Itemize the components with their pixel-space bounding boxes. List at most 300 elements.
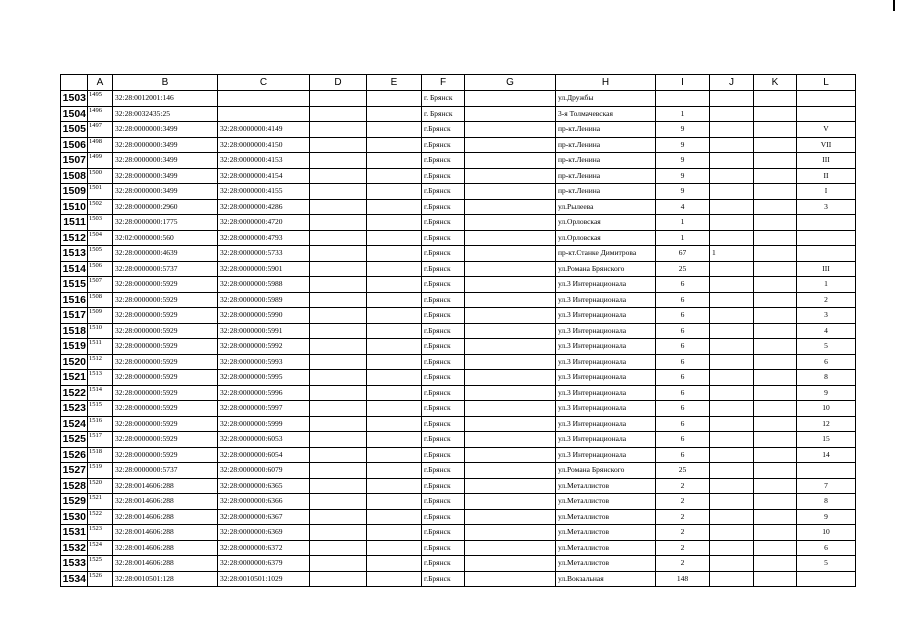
cell-b[interactable]: 32:28:0014606:288	[113, 556, 218, 572]
cell-d[interactable]	[310, 199, 367, 215]
cell-h[interactable]: ул.3 Интернационала	[556, 385, 656, 401]
cell-c[interactable]: 32:28:0000000:5990	[218, 308, 310, 324]
column-header-j[interactable]: J	[710, 75, 754, 91]
cell-h[interactable]: пр-кт.Ленина	[556, 137, 656, 153]
cell-c[interactable]: 32:28:0000000:6365	[218, 478, 310, 494]
cell-d[interactable]	[310, 494, 367, 510]
cell-g[interactable]	[465, 416, 556, 432]
cell-h[interactable]: ул.Металлистов	[556, 525, 656, 541]
cell-h[interactable]: ул.Металлистов	[556, 509, 656, 525]
cell-f[interactable]: г.Брянск	[422, 308, 465, 324]
cell-j[interactable]	[710, 447, 754, 463]
cell-c[interactable]: 32:28:0000000:6079	[218, 463, 310, 479]
cell-e[interactable]	[367, 277, 422, 293]
cell-a[interactable]: 1510	[88, 323, 113, 339]
cell-e[interactable]	[367, 246, 422, 262]
cell-d[interactable]	[310, 168, 367, 184]
cell-b[interactable]: 32:02:0000000:560	[113, 230, 218, 246]
cell-l[interactable]: 8	[797, 370, 856, 386]
cell-a[interactable]: 1517	[88, 432, 113, 448]
cell-a[interactable]: 1502	[88, 199, 113, 215]
cell-j[interactable]	[710, 308, 754, 324]
cell-c[interactable]: 32:28:0000000:4150	[218, 137, 310, 153]
cell-h[interactable]: ул.3 Интернационала	[556, 354, 656, 370]
cell-a[interactable]: 1496	[88, 106, 113, 122]
cell-l[interactable]	[797, 463, 856, 479]
cell-l[interactable]: 8	[797, 494, 856, 510]
cell-g[interactable]	[465, 184, 556, 200]
column-header-l[interactable]: L	[797, 75, 856, 91]
cell-b[interactable]: 32:28:0000000:5929	[113, 385, 218, 401]
cell-e[interactable]	[367, 106, 422, 122]
cell-b[interactable]: 32:28:0000000:3499	[113, 122, 218, 138]
cell-k[interactable]	[754, 230, 797, 246]
cell-i[interactable]: 1	[656, 215, 710, 231]
cell-e[interactable]	[367, 292, 422, 308]
cell-a[interactable]: 1500	[88, 168, 113, 184]
cell-i[interactable]: 6	[656, 323, 710, 339]
cell-g[interactable]	[465, 153, 556, 169]
cell-b[interactable]: 32:28:0000000:5929	[113, 432, 218, 448]
cell-a[interactable]: 1512	[88, 354, 113, 370]
cell-k[interactable]	[754, 401, 797, 417]
cell-i[interactable]: 9	[656, 137, 710, 153]
cell-f[interactable]: г.Брянск	[422, 261, 465, 277]
cell-j[interactable]	[710, 494, 754, 510]
cell-e[interactable]	[367, 494, 422, 510]
cell-j[interactable]	[710, 556, 754, 572]
cell-j[interactable]	[710, 168, 754, 184]
column-header-f[interactable]: F	[422, 75, 465, 91]
cell-b[interactable]: 32:28:0014606:288	[113, 509, 218, 525]
cell-b[interactable]: 32:28:0014606:288	[113, 494, 218, 510]
cell-g[interactable]	[465, 370, 556, 386]
cell-k[interactable]	[754, 261, 797, 277]
cell-k[interactable]	[754, 525, 797, 541]
cell-j[interactable]	[710, 416, 754, 432]
cell-k[interactable]	[754, 184, 797, 200]
cell-b[interactable]: 32:28:0014606:288	[113, 525, 218, 541]
cell-d[interactable]	[310, 137, 367, 153]
cell-d[interactable]	[310, 478, 367, 494]
cell-h[interactable]: ул.Металлистов	[556, 556, 656, 572]
cell-f[interactable]: г.Брянск	[422, 571, 465, 587]
cell-g[interactable]	[465, 556, 556, 572]
cell-j[interactable]	[710, 509, 754, 525]
cell-g[interactable]	[465, 292, 556, 308]
cell-e[interactable]	[367, 354, 422, 370]
cell-a[interactable]: 1514	[88, 385, 113, 401]
cell-d[interactable]	[310, 571, 367, 587]
cell-a[interactable]: 1521	[88, 494, 113, 510]
cell-g[interactable]	[465, 509, 556, 525]
cell-g[interactable]	[465, 339, 556, 355]
cell-b[interactable]: 32:28:0000000:5929	[113, 370, 218, 386]
cell-j[interactable]	[710, 432, 754, 448]
cell-c[interactable]: 32:28:0000000:4155	[218, 184, 310, 200]
cell-a[interactable]: 1515	[88, 401, 113, 417]
cell-k[interactable]	[754, 370, 797, 386]
cell-l[interactable]: 6	[797, 540, 856, 556]
cell-d[interactable]	[310, 91, 367, 107]
column-header-a[interactable]: A	[88, 75, 113, 91]
cell-e[interactable]	[367, 509, 422, 525]
cell-i[interactable]: 1	[656, 230, 710, 246]
cell-d[interactable]	[310, 540, 367, 556]
cell-a[interactable]: 1498	[88, 137, 113, 153]
cell-b[interactable]: 32:28:0000000:5929	[113, 416, 218, 432]
cell-d[interactable]	[310, 416, 367, 432]
cell-a[interactable]: 1513	[88, 370, 113, 386]
cell-g[interactable]	[465, 432, 556, 448]
cell-c[interactable]: 32:28:0000000:5991	[218, 323, 310, 339]
column-header-b[interactable]: B	[113, 75, 218, 91]
cell-k[interactable]	[754, 354, 797, 370]
cell-h[interactable]: ул.3 Интернационала	[556, 323, 656, 339]
cell-c[interactable]: 32:28:0000000:5988	[218, 277, 310, 293]
cell-b[interactable]: 32:28:0000000:3499	[113, 168, 218, 184]
cell-j[interactable]	[710, 91, 754, 107]
cell-j[interactable]	[710, 571, 754, 587]
cell-j[interactable]	[710, 540, 754, 556]
cell-l[interactable]: V	[797, 122, 856, 138]
cell-a[interactable]: 1516	[88, 416, 113, 432]
cell-c[interactable]: 32:28:0000000:4286	[218, 199, 310, 215]
cell-d[interactable]	[310, 385, 367, 401]
cell-j[interactable]	[710, 339, 754, 355]
cell-f[interactable]: г.Брянск	[422, 354, 465, 370]
cell-k[interactable]	[754, 509, 797, 525]
cell-b[interactable]: 32:28:0000000:5929	[113, 447, 218, 463]
cell-e[interactable]	[367, 215, 422, 231]
cell-e[interactable]	[367, 478, 422, 494]
cell-f[interactable]: г.Брянск	[422, 184, 465, 200]
cell-d[interactable]	[310, 401, 367, 417]
cell-d[interactable]	[310, 339, 367, 355]
cell-f[interactable]: г.Брянск	[422, 540, 465, 556]
cell-a[interactable]: 1504	[88, 230, 113, 246]
cell-k[interactable]	[754, 215, 797, 231]
cell-a[interactable]: 1501	[88, 184, 113, 200]
cell-c[interactable]	[218, 106, 310, 122]
cell-g[interactable]	[465, 246, 556, 262]
cell-h[interactable]: ул.Романа Брянского	[556, 261, 656, 277]
cell-e[interactable]	[367, 571, 422, 587]
cell-d[interactable]	[310, 122, 367, 138]
cell-f[interactable]: г.Брянск	[422, 122, 465, 138]
cell-d[interactable]	[310, 556, 367, 572]
cell-l[interactable]: 15	[797, 432, 856, 448]
cell-h[interactable]: 3-я Толмачевская	[556, 106, 656, 122]
cell-e[interactable]	[367, 230, 422, 246]
cell-h[interactable]: пр-кт.Ленина	[556, 153, 656, 169]
cell-f[interactable]: г.Брянск	[422, 199, 465, 215]
cell-c[interactable]: 32:28:0000000:4153	[218, 153, 310, 169]
cell-a[interactable]: 1522	[88, 509, 113, 525]
cell-l[interactable]: I	[797, 184, 856, 200]
cell-k[interactable]	[754, 153, 797, 169]
cell-g[interactable]	[465, 385, 556, 401]
cell-l[interactable]	[797, 215, 856, 231]
cell-i[interactable]: 6	[656, 354, 710, 370]
cell-a[interactable]: 1524	[88, 540, 113, 556]
cell-b[interactable]: 32:28:0000000:5929	[113, 339, 218, 355]
cell-e[interactable]	[367, 463, 422, 479]
cell-i[interactable]: 148	[656, 571, 710, 587]
cell-e[interactable]	[367, 122, 422, 138]
column-header-k[interactable]: K	[754, 75, 797, 91]
cell-a[interactable]: 1520	[88, 478, 113, 494]
cell-b[interactable]: 32:28:0032435:25	[113, 106, 218, 122]
cell-a[interactable]: 1495	[88, 91, 113, 107]
cell-l[interactable]: II	[797, 168, 856, 184]
cell-a[interactable]: 1499	[88, 153, 113, 169]
cell-f[interactable]: г. Брянск	[422, 91, 465, 107]
cell-e[interactable]	[367, 91, 422, 107]
cell-c[interactable]: 32:28:0000000:5999	[218, 416, 310, 432]
cell-i[interactable]: 2	[656, 525, 710, 541]
cell-h[interactable]: ул.Металлистов	[556, 478, 656, 494]
cell-j[interactable]	[710, 199, 754, 215]
cell-l[interactable]	[797, 246, 856, 262]
cell-e[interactable]	[367, 385, 422, 401]
cell-d[interactable]	[310, 153, 367, 169]
cell-k[interactable]	[754, 385, 797, 401]
cell-f[interactable]: г.Брянск	[422, 370, 465, 386]
cell-k[interactable]	[754, 137, 797, 153]
cell-l[interactable]: 3	[797, 308, 856, 324]
cell-c[interactable]: 32:28:0000000:5989	[218, 292, 310, 308]
cell-h[interactable]: ул.3 Интернационала	[556, 292, 656, 308]
cell-d[interactable]	[310, 354, 367, 370]
cell-j[interactable]	[710, 184, 754, 200]
cell-d[interactable]	[310, 292, 367, 308]
cell-l[interactable]: 14	[797, 447, 856, 463]
cell-b[interactable]: 32:28:0000000:5929	[113, 354, 218, 370]
cell-e[interactable]	[367, 432, 422, 448]
cell-i[interactable]: 2	[656, 478, 710, 494]
cell-f[interactable]: г.Брянск	[422, 525, 465, 541]
cell-j[interactable]	[710, 385, 754, 401]
cell-c[interactable]: 32:28:0000000:6053	[218, 432, 310, 448]
cell-g[interactable]	[465, 525, 556, 541]
cell-e[interactable]	[367, 525, 422, 541]
cell-k[interactable]	[754, 277, 797, 293]
cell-a[interactable]: 1525	[88, 556, 113, 572]
cell-l[interactable]: 12	[797, 416, 856, 432]
cell-k[interactable]	[754, 122, 797, 138]
cell-e[interactable]	[367, 447, 422, 463]
cell-g[interactable]	[465, 137, 556, 153]
cell-c[interactable]: 32:28:0000000:4793	[218, 230, 310, 246]
cell-a[interactable]: 1506	[88, 261, 113, 277]
cell-i[interactable]: 9	[656, 153, 710, 169]
cell-f[interactable]: г.Брянск	[422, 215, 465, 231]
cell-i[interactable]: 6	[656, 370, 710, 386]
cell-l[interactable]: 10	[797, 525, 856, 541]
cell-k[interactable]	[754, 292, 797, 308]
column-header-d[interactable]: D	[310, 75, 367, 91]
cell-h[interactable]: ул.Романа Брянского	[556, 463, 656, 479]
cell-b[interactable]: 32:28:0010501:128	[113, 571, 218, 587]
cell-h[interactable]: ул.Орловская	[556, 215, 656, 231]
cell-g[interactable]	[465, 91, 556, 107]
cell-f[interactable]: г.Брянск	[422, 385, 465, 401]
cell-l[interactable]: 9	[797, 385, 856, 401]
cell-i[interactable]: 9	[656, 168, 710, 184]
cell-j[interactable]	[710, 261, 754, 277]
cell-j[interactable]	[710, 478, 754, 494]
cell-h[interactable]: ул.3 Интернационала	[556, 401, 656, 417]
cell-i[interactable]: 6	[656, 416, 710, 432]
cell-h[interactable]: ул.Рылеева	[556, 199, 656, 215]
cell-c[interactable]: 32:28:0000000:5995	[218, 370, 310, 386]
cell-k[interactable]	[754, 463, 797, 479]
cell-a[interactable]: 1509	[88, 308, 113, 324]
cell-e[interactable]	[367, 153, 422, 169]
cell-k[interactable]	[754, 478, 797, 494]
cell-j[interactable]	[710, 370, 754, 386]
cell-i[interactable]: 6	[656, 385, 710, 401]
cell-i[interactable]: 2	[656, 556, 710, 572]
cell-i[interactable]: 6	[656, 339, 710, 355]
cell-c[interactable]: 32:28:0000000:4720	[218, 215, 310, 231]
cell-g[interactable]	[465, 447, 556, 463]
cell-d[interactable]	[310, 432, 367, 448]
cell-k[interactable]	[754, 308, 797, 324]
cell-k[interactable]	[754, 447, 797, 463]
cell-i[interactable]: 2	[656, 494, 710, 510]
cell-h[interactable]: пр-кт.Ленина	[556, 184, 656, 200]
cell-b[interactable]: 32:28:0000000:3499	[113, 153, 218, 169]
cell-k[interactable]	[754, 540, 797, 556]
cell-l[interactable]	[797, 91, 856, 107]
cell-c[interactable]: 32:28:0000000:6366	[218, 494, 310, 510]
cell-e[interactable]	[367, 261, 422, 277]
cell-d[interactable]	[310, 230, 367, 246]
cell-f[interactable]: г.Брянск	[422, 230, 465, 246]
cell-f[interactable]: г.Брянск	[422, 401, 465, 417]
cell-k[interactable]	[754, 91, 797, 107]
cell-d[interactable]	[310, 509, 367, 525]
cell-c[interactable]: 32:28:0000000:6367	[218, 509, 310, 525]
cell-l[interactable]: III	[797, 261, 856, 277]
cell-g[interactable]	[465, 230, 556, 246]
cell-k[interactable]	[754, 556, 797, 572]
cell-j[interactable]	[710, 230, 754, 246]
cell-c[interactable]: 32:28:0000000:4149	[218, 122, 310, 138]
cell-l[interactable]: 10	[797, 401, 856, 417]
cell-j[interactable]: 1	[710, 246, 754, 262]
cell-c[interactable]: 32:28:0000000:5992	[218, 339, 310, 355]
cell-c[interactable]: 32:28:0000000:6372	[218, 540, 310, 556]
cell-b[interactable]: 32:28:0000000:5737	[113, 463, 218, 479]
cell-i[interactable]: 6	[656, 401, 710, 417]
cell-f[interactable]: г.Брянск	[422, 339, 465, 355]
column-header-c[interactable]: C	[218, 75, 310, 91]
cell-b[interactable]: 32:28:0000000:1775	[113, 215, 218, 231]
cell-d[interactable]	[310, 463, 367, 479]
cell-b[interactable]: 32:28:0012001:146	[113, 91, 218, 107]
cell-e[interactable]	[367, 308, 422, 324]
cell-b[interactable]: 32:28:0000000:5929	[113, 323, 218, 339]
cell-l[interactable]	[797, 571, 856, 587]
cell-j[interactable]	[710, 215, 754, 231]
column-header-e[interactable]: E	[367, 75, 422, 91]
cell-g[interactable]	[465, 463, 556, 479]
cell-i[interactable]: 9	[656, 184, 710, 200]
cell-k[interactable]	[754, 106, 797, 122]
cell-f[interactable]: г.Брянск	[422, 246, 465, 262]
cell-g[interactable]	[465, 277, 556, 293]
cell-a[interactable]: 1505	[88, 246, 113, 262]
cell-f[interactable]: г.Брянск	[422, 494, 465, 510]
cell-k[interactable]	[754, 168, 797, 184]
cell-h[interactable]: ул.3 Интернационала	[556, 447, 656, 463]
cell-b[interactable]: 32:28:0000000:3499	[113, 137, 218, 153]
cell-l[interactable]: 7	[797, 478, 856, 494]
cell-f[interactable]: г.Брянск	[422, 153, 465, 169]
cell-a[interactable]: 1518	[88, 447, 113, 463]
cell-d[interactable]	[310, 308, 367, 324]
cell-g[interactable]	[465, 168, 556, 184]
cell-h[interactable]: ул.Металлистов	[556, 494, 656, 510]
cell-g[interactable]	[465, 261, 556, 277]
cell-d[interactable]	[310, 261, 367, 277]
cell-b[interactable]: 32:28:0014606:288	[113, 540, 218, 556]
cell-i[interactable]: 2	[656, 509, 710, 525]
cell-i[interactable]: 25	[656, 463, 710, 479]
cell-l[interactable]: 6	[797, 354, 856, 370]
cell-l[interactable]: 5	[797, 556, 856, 572]
cell-g[interactable]	[465, 354, 556, 370]
cell-h[interactable]: ул.Вокзальная	[556, 571, 656, 587]
cell-l[interactable]	[797, 106, 856, 122]
cell-h[interactable]: ул.3 Интернационала	[556, 416, 656, 432]
cell-g[interactable]	[465, 571, 556, 587]
cell-i[interactable]	[656, 91, 710, 107]
cell-k[interactable]	[754, 571, 797, 587]
cell-k[interactable]	[754, 416, 797, 432]
cell-f[interactable]: г.Брянск	[422, 447, 465, 463]
cell-k[interactable]	[754, 432, 797, 448]
cell-g[interactable]	[465, 215, 556, 231]
cell-b[interactable]: 32:28:0014606:288	[113, 478, 218, 494]
cell-i[interactable]: 6	[656, 308, 710, 324]
cell-j[interactable]	[710, 137, 754, 153]
cell-i[interactable]: 6	[656, 432, 710, 448]
cell-g[interactable]	[465, 199, 556, 215]
cell-a[interactable]: 1507	[88, 277, 113, 293]
cell-f[interactable]: г.Брянск	[422, 137, 465, 153]
cell-f[interactable]: г.Брянск	[422, 277, 465, 293]
cell-a[interactable]: 1503	[88, 215, 113, 231]
cell-l[interactable]: III	[797, 153, 856, 169]
cell-j[interactable]	[710, 525, 754, 541]
cell-l[interactable]: 9	[797, 509, 856, 525]
cell-l[interactable]: 5	[797, 339, 856, 355]
cell-f[interactable]: г.Брянск	[422, 556, 465, 572]
cell-j[interactable]	[710, 277, 754, 293]
cell-e[interactable]	[367, 401, 422, 417]
cell-j[interactable]	[710, 323, 754, 339]
cell-g[interactable]	[465, 401, 556, 417]
cell-a[interactable]: 1511	[88, 339, 113, 355]
cell-f[interactable]: г.Брянск	[422, 432, 465, 448]
cell-f[interactable]: г.Брянск	[422, 323, 465, 339]
cell-i[interactable]: 4	[656, 199, 710, 215]
cell-c[interactable]: 32:28:0000000:5901	[218, 261, 310, 277]
